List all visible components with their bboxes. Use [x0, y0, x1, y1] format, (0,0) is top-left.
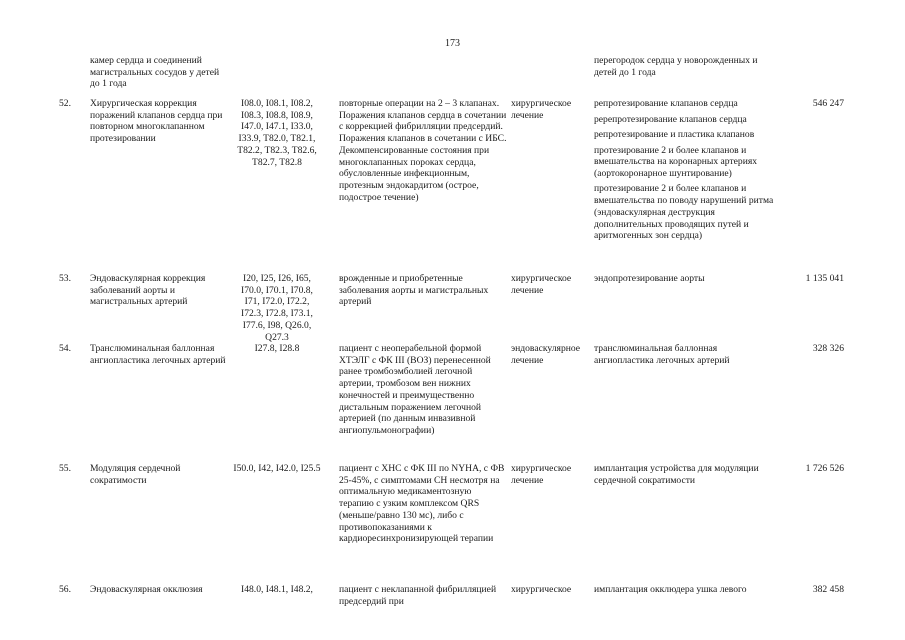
row-patient: пациент с неклапанной фибрилляцией предсердий при	[339, 584, 497, 607]
row-name: Транслюминальная баллонная ангиопластика легочных артерий	[90, 343, 226, 366]
continuation-name: камер сердца и соединений магистральных сосудов у детей до 1 года	[90, 55, 220, 90]
row-number: 54.	[59, 343, 71, 354]
row-codes: I20, I25, I26, I65, I70.0, I70.1, I70.8, I71, I72.0, I72.2, I72.3, I72.8, I73.1, I77.6, I98, Q26.0, Q27.3	[241, 273, 313, 343]
row-methods	[594, 463, 778, 486]
row-methods	[594, 584, 778, 596]
row-codes: I27.8, I28.8	[254, 343, 300, 354]
row-name: Хирургическая коррекция поражений клапанов сердца при повторном многоклапанном протезировании	[90, 98, 223, 145]
row-codes: I08.0, I08.1, I08.2, I08.3, I08.8, I08.9, I47.0, I47.1, I33.0, I33.9, T82.0, T82.1, T82.2, T82.3, T82.6, T82.7, T82.8	[237, 98, 317, 168]
row-codes: I48.0, I48.1, I48.2,	[241, 584, 313, 595]
row-methods	[594, 98, 778, 242]
row-patient: повторные операции на 2 – 3 клапанах. Поражения клапанов сердца в сочетании с коррекцией фибрилляции предсердий. Поражения клапанов в сочетании с ИБС. Декомпенсированные состояния при многоклапанных пороках сердца, обусловленные инфекционным, протезным эндокардитом (острое, подострое течение)	[339, 98, 507, 203]
row-methods	[594, 343, 778, 366]
method-item: имплантация окклюдера ушка левого	[594, 584, 747, 595]
row-patient: врожденные и приобретенные заболевания аорты и магистральных артерий	[339, 273, 489, 308]
row-cost: 382 458	[812, 584, 844, 595]
row-number: 52.	[59, 98, 71, 109]
row-treatment: хирургическое лечение	[511, 98, 572, 121]
row-name: Эндоваскулярная окклюзия	[90, 584, 203, 595]
row-codes: I50.0, I42, I42.0, I25.5	[233, 463, 321, 474]
row-cost: 1 726 526	[805, 463, 844, 474]
method-item: протезирование 2 и более клапанов и вмешательства на коронарных артериях (аортокоронарное шунтирование)	[594, 144, 758, 179]
method-item: репротезирование и пластика клапанов	[594, 129, 755, 140]
row-treatment: эндоваскулярное лечение	[511, 343, 581, 366]
row-cost: 328 326	[812, 343, 844, 354]
method-item: репротезирование клапанов сердца	[594, 98, 738, 109]
method-item: эндопротезирование аорты	[594, 273, 705, 284]
method-item: транслюминальная баллонная ангиопластика легочных артерий	[594, 343, 730, 366]
row-number: 56.	[59, 584, 71, 595]
row-methods	[594, 273, 778, 285]
page-number: 173	[445, 38, 460, 49]
row-treatment: хирургическое лечение	[511, 273, 572, 296]
row-number: 55.	[59, 463, 71, 474]
continuation-method: перегородок сердца у новорожденных и детей до 1 года	[594, 55, 758, 78]
row-patient: пациент с ХНС с ФК III по NYHA, с ФВ 25-45%, с симптомами СН несмотря на оптимальную медикаментозную терапию с узким комплексом QRS (меньше/равно 130 мс), либо с противопоказаниями к кардиоресинхронизирующей терапии	[339, 463, 505, 545]
row-cost: 546 247	[812, 98, 844, 109]
method-item: протезирование 2 и более клапанов и вмешательства по поводу нарушений ритма (эндоваскулярная деструкция дополнительных проводящих путей и аритмогенных зон сердца)	[594, 183, 774, 242]
row-treatment: хирургическое лечение	[511, 463, 572, 486]
row-patient: пациент с неоперабельной формой ХТЭЛГ с ФК III (ВОЗ) перенесенной ранее тромбоэмболией легочной артерии, тромбозом вен нижних конечностей и преимущественно дистальным поражением легочной артерией (по данным инвазивной ангиопульмонографии)	[339, 343, 491, 436]
row-name: Эндоваскулярная коррекция заболеваний аорты и магистральных артерий	[90, 273, 206, 308]
method-item: ререпротезирование клапанов сердца	[594, 113, 747, 125]
row-number: 53.	[59, 273, 71, 284]
row-name: Модуляция сердечной сократимости	[90, 463, 181, 486]
row-treatment: хирургическое	[511, 584, 572, 595]
method-item: имплантация устройства для модуляции сердечной сократимости	[594, 463, 759, 486]
row-cost: 1 135 041	[805, 273, 844, 284]
